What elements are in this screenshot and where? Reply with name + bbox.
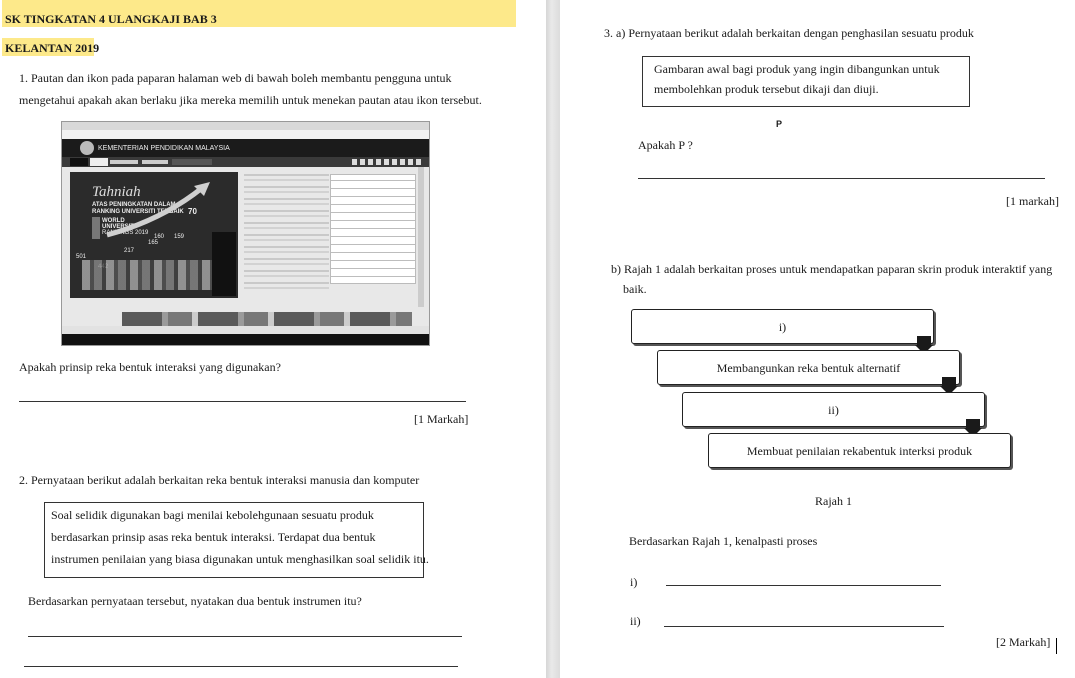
- banner-line3: WORLD: [102, 218, 125, 224]
- q3a-question: Apakah P ?: [638, 138, 693, 152]
- download-bar: [62, 326, 429, 334]
- flow-step-1-label: i): [778, 320, 787, 334]
- nav-item-2: [110, 160, 138, 164]
- diagram-caption: Rajah 1: [815, 494, 852, 508]
- news-column: [244, 174, 329, 294]
- site-title: KEMENTERIAN PENDIDIKAN MALAYSIA: [98, 145, 230, 152]
- text-cursor: [1056, 638, 1057, 654]
- q2-box-line2: berdasarkan prinsip asas reka bentuk interaksi. Terdapat dua bentuk: [51, 530, 376, 544]
- banner-bars: [82, 260, 232, 290]
- q3b-answer-ii-label: ii): [630, 614, 641, 628]
- right-page: [560, 0, 1075, 678]
- nav-icons: [352, 159, 422, 165]
- q1-question: Apakah prinsip reka bentuk interaksi yang digunakan?: [19, 360, 281, 374]
- document-title: SK TINGKATAN 4 ULANGKAJI BAB 3: [5, 12, 217, 26]
- quick-links-panel: [330, 174, 416, 284]
- banner-number-7: 501: [76, 254, 87, 260]
- flow-step-4: [708, 433, 1011, 468]
- browser-tabbar: [62, 122, 429, 130]
- q3b-marks: [2 Markah]: [996, 635, 1051, 649]
- q1-answer-line[interactable]: [19, 401, 466, 402]
- banner-number-4: 165: [148, 240, 159, 246]
- banner-heading: Tahniah: [92, 184, 141, 200]
- q2-question: Berdasarkan pernyataan tersebut, nyatakan dua bentuk instrumen itu?: [28, 594, 362, 608]
- taskbar: [62, 334, 429, 345]
- q3b-question: Berdasarkan Rajah 1, kenalpasti proses: [629, 534, 818, 548]
- nav-search-input: [172, 159, 212, 165]
- photo-strip: [122, 312, 412, 326]
- q3a-text: 3. a) Pernyataan berikut adalah berkaitan dengan penghasilan sesuatu produk: [604, 26, 974, 40]
- crest-icon: [80, 141, 94, 155]
- q3a-box-line2: membolehkan produk tersebut dikaji dan diuji.: [654, 82, 879, 96]
- q3b-text-line1: b) Rajah 1 adalah berkaitan proses untuk mendapatkan paparan skrin produk interaktif yang: [611, 262, 1053, 276]
- q3a-box-line1: Gambaran awal bagi produk yang ingin dibangunkan untuk: [654, 62, 940, 76]
- ranking-logo: [92, 217, 100, 239]
- q2-text: 2. Pernyataan berikut adalah berkaitan reka bentuk interaksi manusia dan komputer: [19, 473, 420, 487]
- q3a-marks: [1 markah]: [1006, 194, 1059, 208]
- q1-text-line1: 1. Pautan dan ikon pada paparan halaman web di bawah boleh membantu pengguna untuk: [19, 71, 452, 85]
- q2-answer-line-2[interactable]: [24, 666, 458, 667]
- banner-number-5: 217: [124, 248, 135, 254]
- q3b-answer-i-label: i): [630, 575, 638, 589]
- flow-step-2: [657, 350, 960, 385]
- banner-line5: RANKINGS 2019: [102, 230, 149, 236]
- q2-box-line3: instrumen penilaian yang biasa digunakan untuk menghasilkan soal selidik itu.: [51, 552, 429, 566]
- page-divider: [546, 0, 560, 678]
- q1-marks: [1 Markah]: [414, 412, 469, 426]
- banner-number-2: 160: [154, 234, 165, 240]
- q3b-answer-line-ii[interactable]: [664, 626, 944, 627]
- q3a-box-label: P: [776, 119, 783, 129]
- nav-item-1: [90, 158, 108, 166]
- q3b-answer-line-i[interactable]: [666, 585, 941, 586]
- nav-item-3: [142, 160, 168, 164]
- flow-step-2-label: Membangunkan reka bentuk alternatif: [716, 361, 901, 375]
- nav-home-button: [70, 158, 88, 166]
- q3a-answer-line[interactable]: [638, 178, 1045, 179]
- flow-step-4-label: Membuat penilaian rekabentuk interksi produk: [746, 444, 973, 458]
- banner-side-graphic: [212, 232, 236, 296]
- flow-step-3-label: ii): [828, 403, 839, 417]
- q3b-text-line2: baik.: [623, 282, 647, 296]
- website-screenshot: [61, 121, 430, 346]
- banner-line4: UNIVERSITY: [102, 224, 139, 230]
- banner-number-3: 159: [174, 234, 185, 240]
- scrollbar: [418, 167, 424, 307]
- flow-step-1: [631, 309, 934, 344]
- q2-box-line1: Soal selidik digunakan bagi menilai kebolehgunaan sesuatu produk: [51, 508, 374, 522]
- document-subtitle: KELANTAN 2019: [5, 41, 100, 55]
- banner-line1: ATAS PENINGKATAN DALAM: [92, 202, 176, 208]
- banner-line2: RANKING UNIVERSITI TERBAIK: [92, 209, 184, 215]
- q1-text-line2: mengetahui apakah akan berlaku jika mereka memilih untuk menekan pautan atau ikon tersebut.: [19, 93, 482, 107]
- q2-answer-line-1[interactable]: [28, 636, 462, 637]
- flow-step-3: [682, 392, 985, 427]
- banner-number-1: 70: [188, 207, 197, 216]
